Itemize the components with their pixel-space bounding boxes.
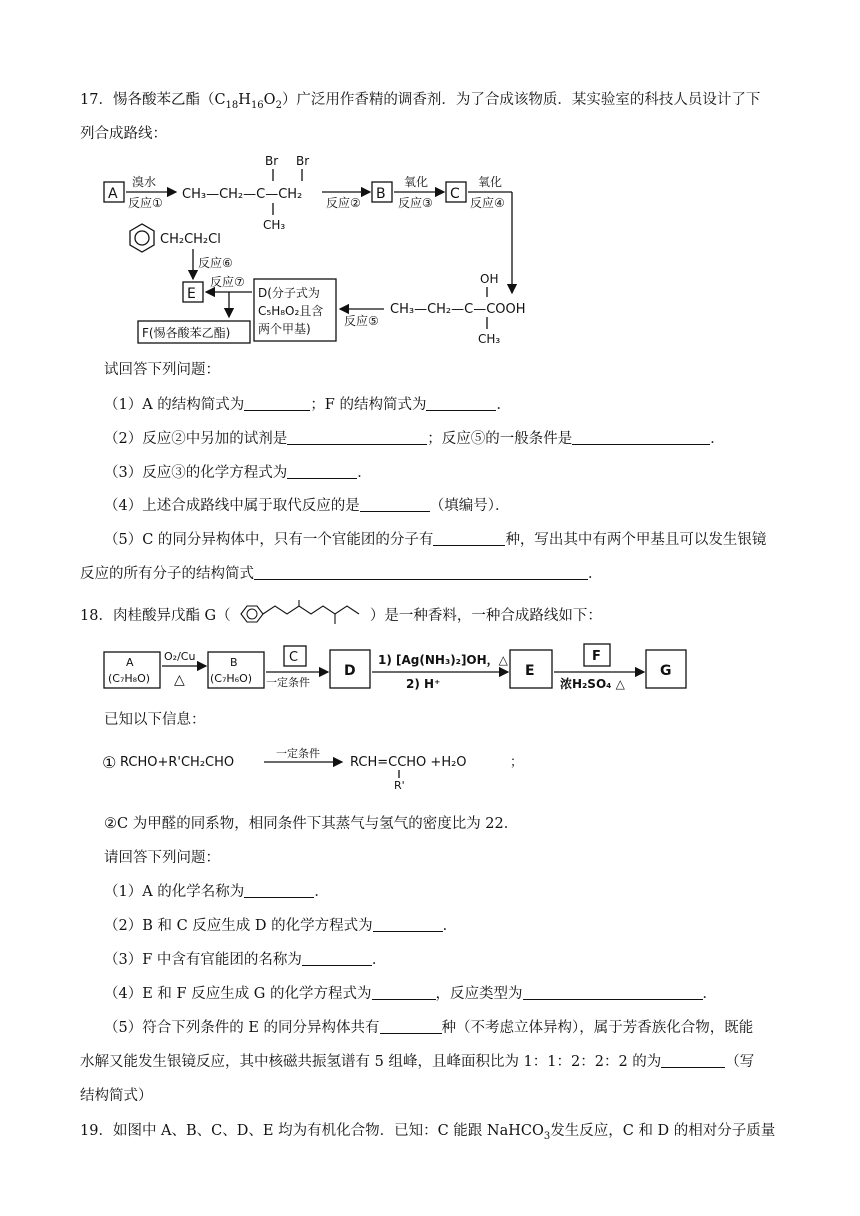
compound-d-line3: 两个甲基)	[258, 322, 311, 336]
q18-cond-h2so4: 浓H₂SO₄ △	[560, 677, 625, 691]
q18-known-equation	[100, 744, 620, 790]
q18-cond-certain: 一定条件	[266, 676, 310, 689]
dibromide-chain: CH₃—CH₂—C—CH₂	[182, 187, 303, 202]
q17-part2: （2）反应②中另加的试剂是 ；反应⑤的一般条件是 ．	[104, 431, 725, 447]
q17-part5: （5）C 的同分异构体中，只有一个官能团的分子有 种，写出其中有两个甲基且可以发生银镜	[104, 532, 767, 548]
eq-r-prime: R'	[394, 779, 405, 790]
compound-e: E	[187, 286, 196, 302]
q18-part1: （1）A 的化学名称为 ．	[104, 884, 329, 900]
compound-c: C	[450, 186, 460, 202]
q18-part3: （3）F 中含有官能团的名称为 ．	[104, 952, 387, 968]
compound-f: F(惕各酸苯乙酯)	[142, 326, 231, 340]
q18-e-label: E	[525, 663, 535, 679]
q18-c-label: C	[289, 650, 299, 665]
phenethyl-chloride: CH₂CH₂Cl	[160, 232, 221, 247]
q18-f-label: F	[592, 649, 601, 664]
q18-d-label: D	[344, 663, 356, 679]
q17-ask: 试回答下列问题：	[104, 362, 220, 378]
label-r4: 反应④	[470, 196, 505, 210]
benzene-ring-icon	[130, 224, 154, 252]
br-label-2: Br	[296, 154, 310, 168]
label-oxidation-1: 氧化	[404, 175, 429, 189]
oh-label: OH	[480, 272, 499, 286]
eq-products: RCH=CCHO +H₂O	[350, 755, 467, 770]
q17-stem-cont: 列合成路线：	[80, 126, 167, 142]
q18-cond-o2-cu: O₂/Cu	[164, 650, 196, 663]
q18-a-label: A	[126, 656, 134, 669]
q17-stem: 17．惕各酸苯乙酯$(C_{18}H_{16}O_2)$广泛用作香精的调香剂．为了合成该物质．某实验室的科技人员设计了下	[80, 92, 761, 111]
q17-synthesis-scheme	[0, 145, 860, 365]
ch3-label-a: CH₃	[263, 218, 286, 232]
q17-part5-cont: 反应的所有分子的结构简式 ．	[80, 566, 603, 582]
q18-part2: （2）B 和 C 反应生成 D 的化学方程式为 ．	[104, 918, 458, 934]
heat-triangle-icon: △	[174, 672, 185, 688]
eq-condition: 一定条件	[276, 747, 320, 760]
hydroxy-acid: CH₃—CH₂—C—COOH	[390, 302, 526, 317]
label-r7: 反应⑦	[210, 275, 245, 289]
label-oxidation-2: 氧化	[478, 175, 503, 189]
q18-part5-cont: 水解又能发生银镜反应，其中核磁共振氢谱有 5 组峰，且峰面积比为 1：1：2：2：2 的为 （写	[80, 1054, 755, 1070]
q17-part3: （3）反应③的化学方程式为 ．	[104, 465, 372, 481]
label-r2: 反应②	[326, 196, 361, 210]
compound-d-line2: C₅H₈O₂且含	[258, 304, 324, 318]
eq-number: ①	[102, 753, 117, 772]
ch3-label-b: CH₃	[478, 332, 501, 346]
eq-reactants: RCHO+R'CH₂CHO	[120, 755, 235, 770]
q17-part1: （1）A 的结构简式为 ；F 的结构简式为 ．	[104, 397, 511, 413]
label-r5: 反应⑤	[344, 314, 379, 328]
compound-d-line1: D(分子式为	[258, 286, 320, 300]
label-r6: 反应⑥	[198, 256, 233, 270]
q18-info2: ②C 为甲醛的同系物，相同条件下其蒸气与氢气的密度比为 22．	[104, 816, 519, 832]
q18-part4: （4）E 和 F 反应生成 G 的化学方程式为 ，反应类型为 ．	[104, 986, 717, 1002]
compound-a: A	[108, 186, 118, 202]
q18-ask: 请回答下列问题：	[104, 850, 220, 866]
q18-part5: （5）符合下列条件的 E 的同分异构体共有 种（不考虑立体异构），属于芳香族化合物，既能	[104, 1020, 754, 1036]
label-r1: 反应①	[128, 196, 163, 210]
q18-b-formula: (C₇H₆O)	[210, 672, 253, 685]
q18-stem: 18．肉桂酸异戊酯 G（ ）是一种香料，一种合成路线如下：	[80, 600, 602, 628]
q18-cond-acid: 2) H⁺	[406, 677, 441, 691]
reagent-bromine: 溴水	[132, 175, 157, 189]
compound-b: B	[376, 186, 386, 202]
eq-semicolon: ；	[510, 755, 524, 770]
label-r3: 反应③	[398, 196, 433, 210]
benzene-aromatic-circle	[135, 231, 149, 245]
q18-info: 已知以下信息：	[104, 712, 206, 728]
q18-b-label: B	[230, 656, 238, 669]
q18-cond-tollens: 1) [Ag(NH₃)₂]OH，△	[378, 653, 508, 667]
q18-g-label: G	[660, 663, 672, 679]
q17-part4: （4）上述合成路线中属于取代反应的是 （填编号）．	[104, 498, 510, 514]
q18-a-formula: (C₇H₈O)	[108, 672, 151, 685]
br-label-1: Br	[265, 154, 279, 168]
q18-part5-end: 结构简式）	[80, 1088, 153, 1104]
q19-stem: 19．如图中 A、B、C、D、E 均为有机化合物．已知：C 能跟 NaHCO$_3$发生反应，C 和 D 的相对分子质量	[80, 1123, 776, 1142]
cinnamate-structure-icon	[235, 600, 365, 628]
q18-synthesis-scheme	[0, 640, 860, 696]
